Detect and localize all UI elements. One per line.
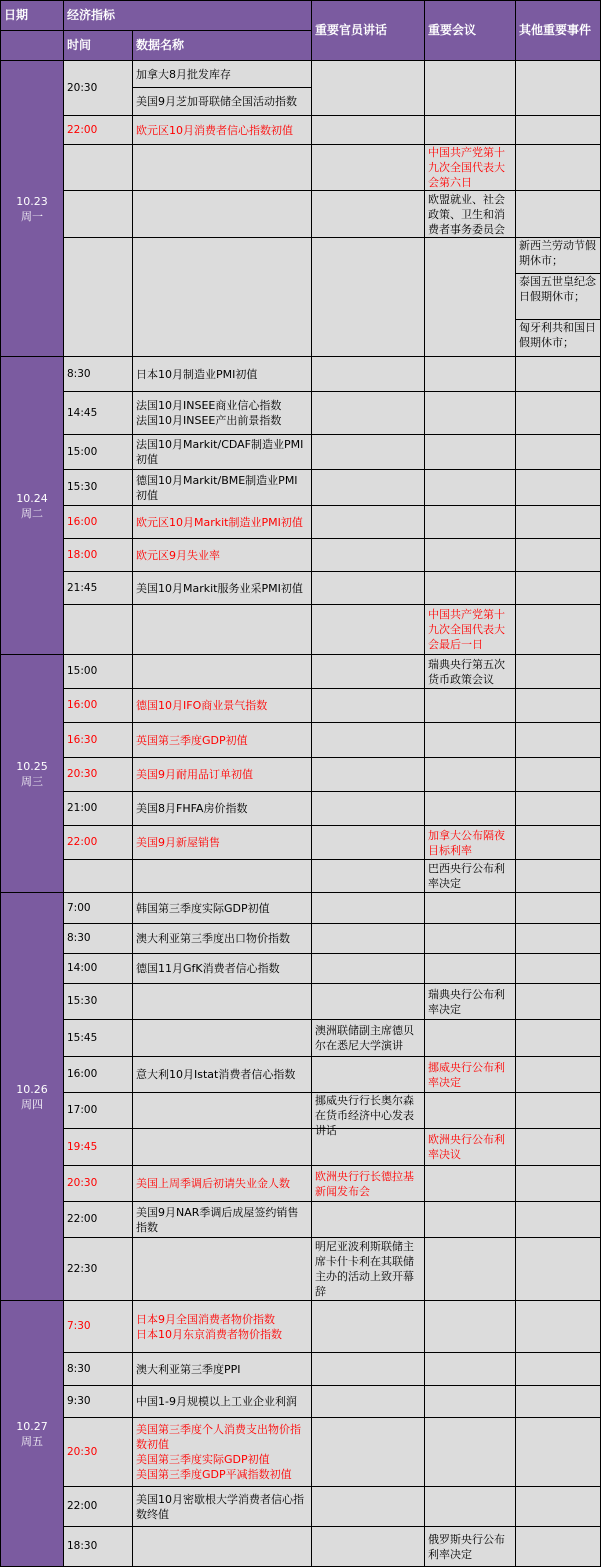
time-cell: [64, 145, 133, 191]
other-cell: [516, 191, 601, 238]
time-cell: 16:00: [64, 1057, 133, 1093]
meeting-cell: [425, 723, 516, 758]
weekday-value: 周四: [21, 1097, 43, 1111]
speech-text: 挪威央行行长奥尔森在货币经济中心发表讲话: [315, 1094, 415, 1137]
weekday-value: 周五: [21, 1434, 43, 1448]
speech-cell: [312, 392, 425, 435]
time-cell: 20:30: [64, 61, 133, 116]
other-cell: [516, 435, 601, 470]
other-cell: [516, 1418, 601, 1487]
name-cell: 美国9月NAR季调后成屋签约销售指数: [133, 1202, 312, 1238]
meeting-cell: [425, 792, 516, 826]
meeting-cell: 挪威央行公布利率决定: [425, 1057, 516, 1093]
header-date: 日期: [1, 1, 64, 31]
speech-cell: [312, 984, 425, 1020]
name-cell: [133, 191, 312, 238]
meeting-cell: 加拿大公布隔夜目标利率: [425, 826, 516, 860]
name-cell: 美国8月FHFA房价指数: [133, 792, 312, 826]
time-cell: 15:30: [64, 470, 133, 506]
meeting-cell: [425, 689, 516, 723]
name-item: 法国10月INSEE商业信心指数: [136, 399, 282, 412]
meeting-cell: 欧盟就业、社会政策、卫生和消费者事务委员会: [425, 191, 516, 238]
other-cell: [516, 539, 601, 572]
time-cell: 22:00: [64, 1202, 133, 1238]
time-cell: 19:45: [64, 1129, 133, 1166]
other-cell: [516, 1487, 601, 1527]
meeting-cell: [425, 238, 516, 357]
speech-cell: [312, 893, 425, 924]
other-cell: [516, 1301, 601, 1353]
name-cell: 英国第三季度GDP初值: [133, 723, 312, 758]
header-date-sub: [1, 31, 64, 61]
time-cell: 7:30: [64, 1301, 133, 1353]
name-cell: 美国上周季调后初请失业金人数: [133, 1166, 312, 1202]
name-cell: [133, 392, 312, 435]
speech-cell: [312, 572, 425, 605]
speech-cell: [312, 145, 425, 191]
name-cell: 德国10月IFO商业景气指数: [133, 689, 312, 723]
header-meeting: 重要会议: [425, 1, 516, 61]
name-item: 法国10月INSEE产出前景指数: [136, 414, 282, 427]
meeting-cell: 俄罗斯央行公布利率决定: [425, 1527, 516, 1567]
other-item: 泰国五世皇纪念日假期休市；: [516, 274, 600, 320]
name-cell: [133, 145, 312, 191]
speech-cell: [312, 758, 425, 792]
meeting-cell: [425, 61, 516, 116]
meeting-cell: [425, 1238, 516, 1301]
other-cell: [516, 605, 601, 655]
speech-cell: [312, 1057, 425, 1093]
name-item: 美国第三季度GDP平减指数初值: [136, 1468, 292, 1481]
header-name: 数据名称: [133, 31, 312, 61]
meeting-cell: 欧洲央行公布利率决议: [425, 1129, 516, 1166]
date-cell: [1, 893, 64, 1301]
meeting-cell: [425, 392, 516, 435]
name-cell: 美国9月耐用品订单初值: [133, 758, 312, 792]
name-cell: 德国11月GfK消费者信心指数: [133, 954, 312, 984]
other-cell: [516, 145, 601, 191]
speech-cell: [312, 1301, 425, 1353]
header-speech: 重要官员讲话: [312, 1, 425, 61]
header-other: 其他重要事件: [516, 1, 601, 61]
meeting-cell: [425, 539, 516, 572]
speech-cell: [312, 1353, 425, 1386]
meeting-cell: [425, 1202, 516, 1238]
time-cell: 8:30: [64, 357, 133, 392]
meeting-cell: [425, 572, 516, 605]
name-cell: 美国10月Markit服务业采PMI初值: [133, 572, 312, 605]
speech-cell: [312, 826, 425, 860]
other-cell: [516, 392, 601, 435]
name-cell: 美国9月新屋销售: [133, 826, 312, 860]
speech-cell: [312, 723, 425, 758]
meeting-cell: [425, 1386, 516, 1418]
meeting-cell: [425, 758, 516, 792]
name-cell: 澳大利亚第三季度出口物价指数: [133, 924, 312, 954]
meeting-cell: [425, 506, 516, 539]
header-time: 时间: [64, 31, 133, 61]
name-item: 加拿大8月批发库存: [133, 61, 311, 88]
name-cell: [133, 1238, 312, 1301]
time-cell: [64, 238, 133, 357]
name-cell: 美国10月密歇根大学消费者信心指数终值: [133, 1487, 312, 1527]
time-cell: 15:00: [64, 655, 133, 689]
meeting-cell: [425, 1487, 516, 1527]
time-cell: 18:30: [64, 1527, 133, 1567]
other-cell: [516, 572, 601, 605]
other-cell: [516, 1353, 601, 1386]
other-cell: [516, 924, 601, 954]
name-cell: 澳大利亚第三季度PPI: [133, 1353, 312, 1386]
other-cell: [516, 357, 601, 392]
date-value: 10.23: [16, 194, 48, 208]
time-cell: 15:30: [64, 984, 133, 1020]
meeting-cell: [425, 1166, 516, 1202]
meeting-cell: [425, 1301, 516, 1353]
speech-cell: [312, 1527, 425, 1567]
speech-cell: [312, 238, 425, 357]
speech-cell: [312, 655, 425, 689]
time-cell: 16:30: [64, 723, 133, 758]
time-cell: 8:30: [64, 1353, 133, 1386]
name-cell: [133, 1093, 312, 1129]
other-cell: [516, 893, 601, 924]
other-cell: [516, 61, 601, 116]
name-item: 美国第三季度实际GDP初值: [136, 1453, 270, 1466]
time-cell: [64, 605, 133, 655]
speech-cell: [312, 435, 425, 470]
meeting-cell: [425, 357, 516, 392]
time-cell: [64, 860, 133, 893]
other-cell: [516, 689, 601, 723]
date-value: 10.27: [16, 1419, 48, 1433]
name-cell: [133, 1020, 312, 1057]
name-cell: 日本10月制造业PMI初值: [133, 357, 312, 392]
speech-cell: [312, 1093, 425, 1137]
speech-cell: [312, 1202, 425, 1238]
other-cell: [516, 1093, 601, 1129]
meeting-cell: 瑞典央行第五次货币政策会议: [425, 655, 516, 689]
speech-cell: 澳洲联储副主席德贝尔在悉尼大学演讲: [312, 1020, 425, 1057]
meeting-cell: [425, 1418, 516, 1487]
other-cell: [516, 1238, 601, 1301]
name-item: 日本10月东京消费者物价指数: [136, 1327, 282, 1341]
date-cell: [1, 61, 64, 357]
meeting-cell: [425, 924, 516, 954]
name-cell: 德国10月Markit/BME制造业PMI初值: [133, 470, 312, 506]
time-cell: 20:30: [64, 1418, 133, 1487]
speech-cell: [312, 61, 425, 116]
other-cell: [516, 723, 601, 758]
meeting-cell: 中国共产党第十九次全国代表大会最后一日: [425, 605, 516, 655]
date-value: 10.25: [16, 759, 48, 773]
meeting-cell: [425, 1020, 516, 1057]
time-cell: 21:00: [64, 792, 133, 826]
speech-cell: [312, 792, 425, 826]
speech-cell: [312, 191, 425, 238]
speech-cell: [312, 924, 425, 954]
other-cell: [516, 1527, 601, 1567]
meeting-cell: [425, 1353, 516, 1386]
time-cell: 8:30: [64, 924, 133, 954]
name-cell: [133, 605, 312, 655]
time-cell: 16:00: [64, 506, 133, 539]
time-cell: 18:00: [64, 539, 133, 572]
other-item: 新西兰劳动节假期休市；: [516, 238, 600, 274]
weekday-value: 周二: [21, 506, 43, 520]
speech-cell: [312, 1487, 425, 1527]
name-cell: [133, 1129, 312, 1166]
speech-cell: [312, 954, 425, 984]
date-value: 10.26: [16, 1082, 48, 1096]
name-item: 美国第三季度个人消费支出物价指数初值: [136, 1423, 301, 1451]
other-cell: [516, 506, 601, 539]
time-cell: 15:00: [64, 435, 133, 470]
meeting-cell: 巴西央行公布利率决定: [425, 860, 516, 893]
time-cell: 14:45: [64, 392, 133, 435]
speech-cell: [312, 689, 425, 723]
date-cell: [1, 357, 64, 655]
meeting-cell: [425, 1093, 516, 1129]
other-cell: [516, 1386, 601, 1418]
time-cell: 14:00: [64, 954, 133, 984]
name-cell: 韩国第三季度实际GDP初值: [133, 893, 312, 924]
other-cell: [516, 792, 601, 826]
name-cell: 欧元区10月消费者信心指数初值: [133, 116, 312, 145]
name-cell: [133, 1418, 312, 1487]
speech-cell: [312, 470, 425, 506]
name-cell: 中国1-9月规模以上工业企业利润: [133, 1386, 312, 1418]
other-cell: [516, 1129, 601, 1166]
weekday-value: 周一: [21, 209, 43, 223]
name-cell: [133, 984, 312, 1020]
time-cell: 7:00: [64, 893, 133, 924]
other-cell: [516, 1202, 601, 1238]
speech-cell: [312, 116, 425, 145]
time-cell: 15:45: [64, 1020, 133, 1057]
time-cell: 22:00: [64, 826, 133, 860]
speech-cell: [312, 539, 425, 572]
speech-cell: [312, 1418, 425, 1487]
meeting-cell: [425, 470, 516, 506]
date-cell: [1, 1301, 64, 1567]
time-cell: 9:30: [64, 1386, 133, 1418]
other-item: 匈牙利共和国日假期休市；: [519, 321, 597, 349]
other-cell: [516, 1057, 601, 1093]
name-cell: 法国10月Markit/CDAF制造业PMI初值: [133, 435, 312, 470]
time-cell: 17:00: [64, 1093, 133, 1129]
other-cell: [516, 655, 601, 689]
speech-cell: [312, 860, 425, 893]
time-cell: 22:00: [64, 1487, 133, 1527]
meeting-cell: [425, 893, 516, 924]
other-cell: [516, 860, 601, 893]
date-cell: [1, 655, 64, 893]
name-cell: [133, 860, 312, 893]
name-cell: 欧元区9月失业率: [133, 539, 312, 572]
time-cell: 22:00: [64, 116, 133, 145]
other-cell: [516, 758, 601, 792]
time-cell: 20:30: [64, 1166, 133, 1202]
meeting-cell: 中国共产党第十九次全国代表大会第六日: [425, 145, 516, 191]
other-cell: [516, 984, 601, 1020]
name-item: 日本9月全国消费者物价指数: [136, 1312, 275, 1326]
name-cell: [133, 61, 312, 116]
other-cell: [516, 116, 601, 145]
other-cell: [516, 1166, 601, 1202]
time-cell: [64, 191, 133, 238]
name-item: 美国9月芝加哥联储全国活动指数: [136, 95, 297, 108]
speech-cell: [312, 605, 425, 655]
meeting-cell: [425, 116, 516, 145]
name-cell: [133, 1527, 312, 1567]
speech-cell: [312, 506, 425, 539]
other-cell: [516, 470, 601, 506]
speech-cell: 明尼亚波利斯联储主席卡什卡利在其联储主办的活动上致开幕辞: [312, 1238, 425, 1301]
time-cell: 20:30: [64, 758, 133, 792]
other-cell: [516, 826, 601, 860]
name-cell: [133, 655, 312, 689]
time-cell: 16:00: [64, 689, 133, 723]
header-econ: 经济指标: [64, 1, 312, 31]
time-cell: 21:45: [64, 572, 133, 605]
name-cell: [133, 238, 312, 357]
name-cell: [133, 1301, 312, 1353]
meeting-cell: [425, 435, 516, 470]
speech-cell: [312, 1386, 425, 1418]
weekday-value: 周三: [21, 774, 43, 788]
date-value: 10.24: [16, 491, 48, 505]
speech-cell: 欧洲央行行长德拉基新闻发布会: [312, 1166, 425, 1202]
meeting-cell: [425, 954, 516, 984]
name-cell: 意大利10月Istat消费者信心指数: [133, 1057, 312, 1093]
speech-cell: [312, 357, 425, 392]
other-cell: [516, 1020, 601, 1057]
other-cell: [516, 954, 601, 984]
other-cell: [516, 238, 601, 357]
name-cell: 欧元区10月Markit制造业PMI初值: [133, 506, 312, 539]
time-cell: 22:30: [64, 1238, 133, 1301]
meeting-cell: 瑞典央行公布利率决定: [425, 984, 516, 1020]
